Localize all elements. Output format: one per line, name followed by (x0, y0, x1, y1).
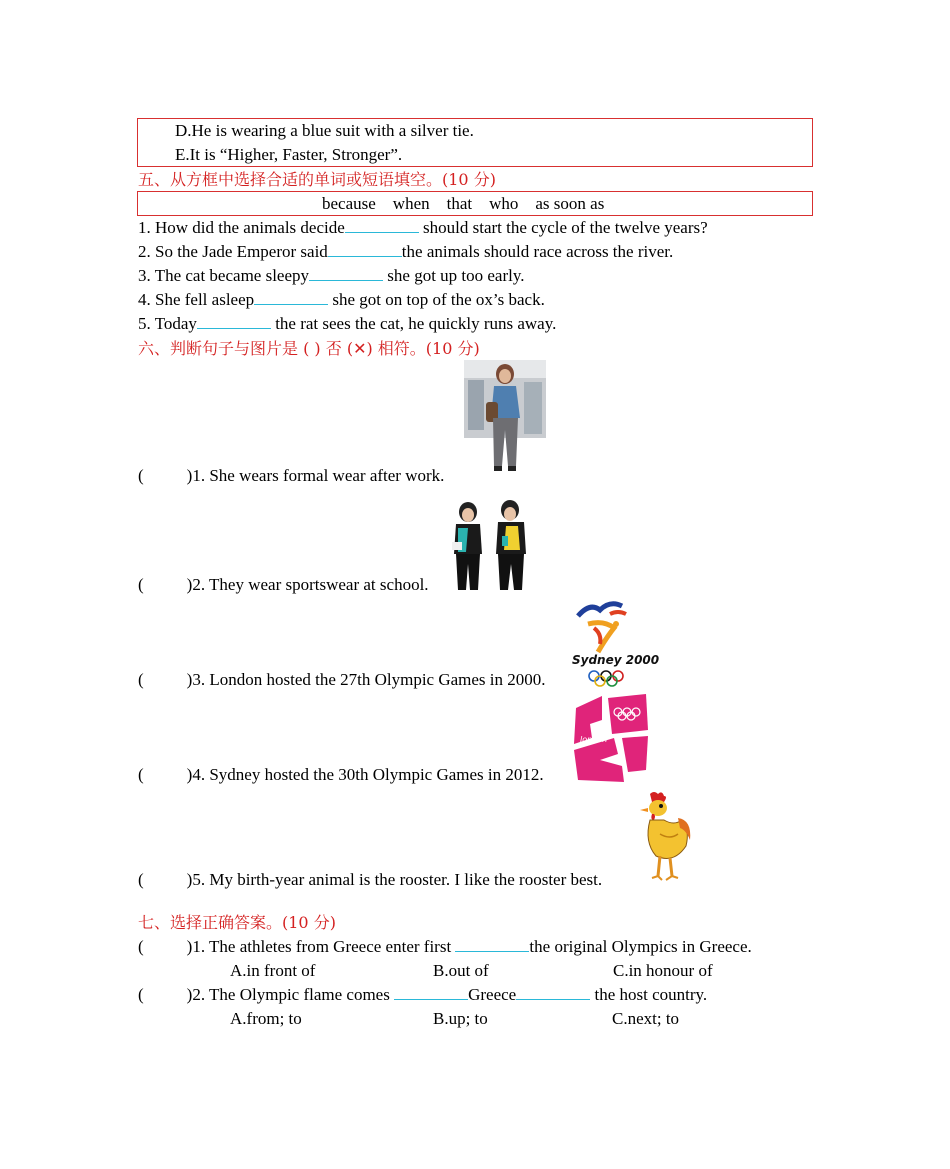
fill-item-text: the animals should race across the river. (401, 242, 674, 261)
judge-text: 4. Sydney hosted the 30th Olympic Games in 2012. (192, 765, 544, 784)
judge-text: 5. My birth-year animal is the rooster. I like the rooster best. (192, 870, 603, 889)
question-text: the host country. (590, 985, 708, 1004)
answer-blank[interactable] (394, 984, 468, 1000)
choice-option-b[interactable]: B.out of (433, 961, 489, 980)
section6-heading: 六、判断句子与图片是 ( ) 否 (✕) 相符。(10 分) (138, 339, 480, 358)
paren-close: ) (186, 575, 193, 594)
woman-casual-photo (464, 360, 546, 478)
judge-text: 3. London hosted the 27th Olympic Games in 2000. (192, 670, 546, 689)
option-d: D.He is wearing a blue suit with a silver tie. (175, 121, 474, 140)
paren-open[interactable]: ( (138, 937, 144, 956)
paren-open[interactable]: ( (138, 670, 144, 689)
paren-open[interactable]: ( (138, 575, 144, 594)
fill-item-1 (138, 217, 708, 239)
answer-blank[interactable] (309, 265, 383, 281)
word-box-words: because when that who as soon as (322, 194, 605, 213)
paren-close: ) (186, 466, 193, 485)
choice-question-1 (138, 936, 752, 958)
answer-blank[interactable] (254, 289, 328, 305)
choice-question-2 (138, 984, 707, 1006)
paren-close: ) (186, 870, 193, 889)
choice-option-c[interactable]: C.in honour of (613, 961, 713, 980)
answer-blank[interactable] (345, 217, 419, 233)
fill-item-text: she got on top of the ox’s back. (328, 290, 545, 309)
fill-item-text: 4. She fell asleep (138, 290, 255, 309)
question-text: Greece (468, 985, 517, 1004)
fill-item-text: 2. So the Jade Emperor said (138, 242, 328, 261)
answer-blank[interactable] (455, 936, 529, 952)
fill-item-text: the rat sees the cat, he quickly runs away. (270, 314, 557, 333)
fill-item-text: 1. How did the animals decide (138, 218, 345, 237)
answer-blank[interactable] (197, 313, 271, 329)
sydney-2000-logo (570, 598, 660, 688)
fill-item-text: 5. Today (138, 314, 197, 333)
paren-close: ) (186, 985, 193, 1004)
judge-text: 1. She wears formal wear after work. (192, 466, 445, 485)
choice-option-c[interactable]: C.next; to (612, 1009, 680, 1028)
paren-open[interactable]: ( (138, 765, 144, 784)
option-e: E.It is “Higher, Faster, Stronger”. (175, 145, 403, 164)
paren-close: ) (186, 937, 193, 956)
london-2012-logo (572, 694, 650, 784)
judge-item-4 (138, 764, 544, 786)
judge-item-2 (138, 574, 429, 596)
fill-item-5 (138, 313, 556, 335)
question-text: 1. The athletes from Greece enter first (192, 937, 456, 956)
fill-item-text: 3. The cat became sleepy (138, 266, 310, 285)
rooster-cartoon (634, 790, 694, 888)
girls-sportswear-photo (446, 502, 530, 592)
judge-item-1 (138, 465, 444, 487)
london-logo-text: london (580, 735, 608, 744)
answer-blank[interactable] (328, 241, 402, 257)
choice-option-a[interactable]: A.in front of (230, 961, 316, 980)
choice-option-a[interactable]: A.from; to (230, 1009, 302, 1028)
question-text: the original Olympics in Greece. (529, 937, 752, 956)
fill-item-text: she got up too early. (383, 266, 525, 285)
fill-item-4 (138, 289, 545, 311)
section5-heading: 五、从方框中选择合适的单词或短语填空。(10 分) (138, 170, 496, 189)
sydney-logo-text: Sydney 2000 (572, 653, 660, 667)
paren-close: ) (186, 765, 193, 784)
judge-item-3 (138, 669, 546, 691)
paren-open[interactable]: ( (138, 985, 144, 1004)
judge-text: 2. They wear sportswear at school. (192, 575, 429, 594)
question-text: 2. The Olympic flame comes (192, 985, 395, 1004)
answer-blank[interactable] (516, 984, 590, 1000)
judge-item-5 (138, 869, 602, 891)
fill-item-3 (138, 265, 525, 287)
fill-item-2 (138, 241, 673, 263)
fill-item-text: should start the cycle of the twelve years? (418, 218, 708, 237)
section7-heading: 七、选择正确答案。(10 分) (138, 913, 336, 932)
paren-close: ) (186, 670, 193, 689)
choice-option-b[interactable]: B.up; to (433, 1009, 488, 1028)
paren-open[interactable]: ( (138, 870, 144, 889)
paren-open[interactable]: ( (138, 466, 144, 485)
